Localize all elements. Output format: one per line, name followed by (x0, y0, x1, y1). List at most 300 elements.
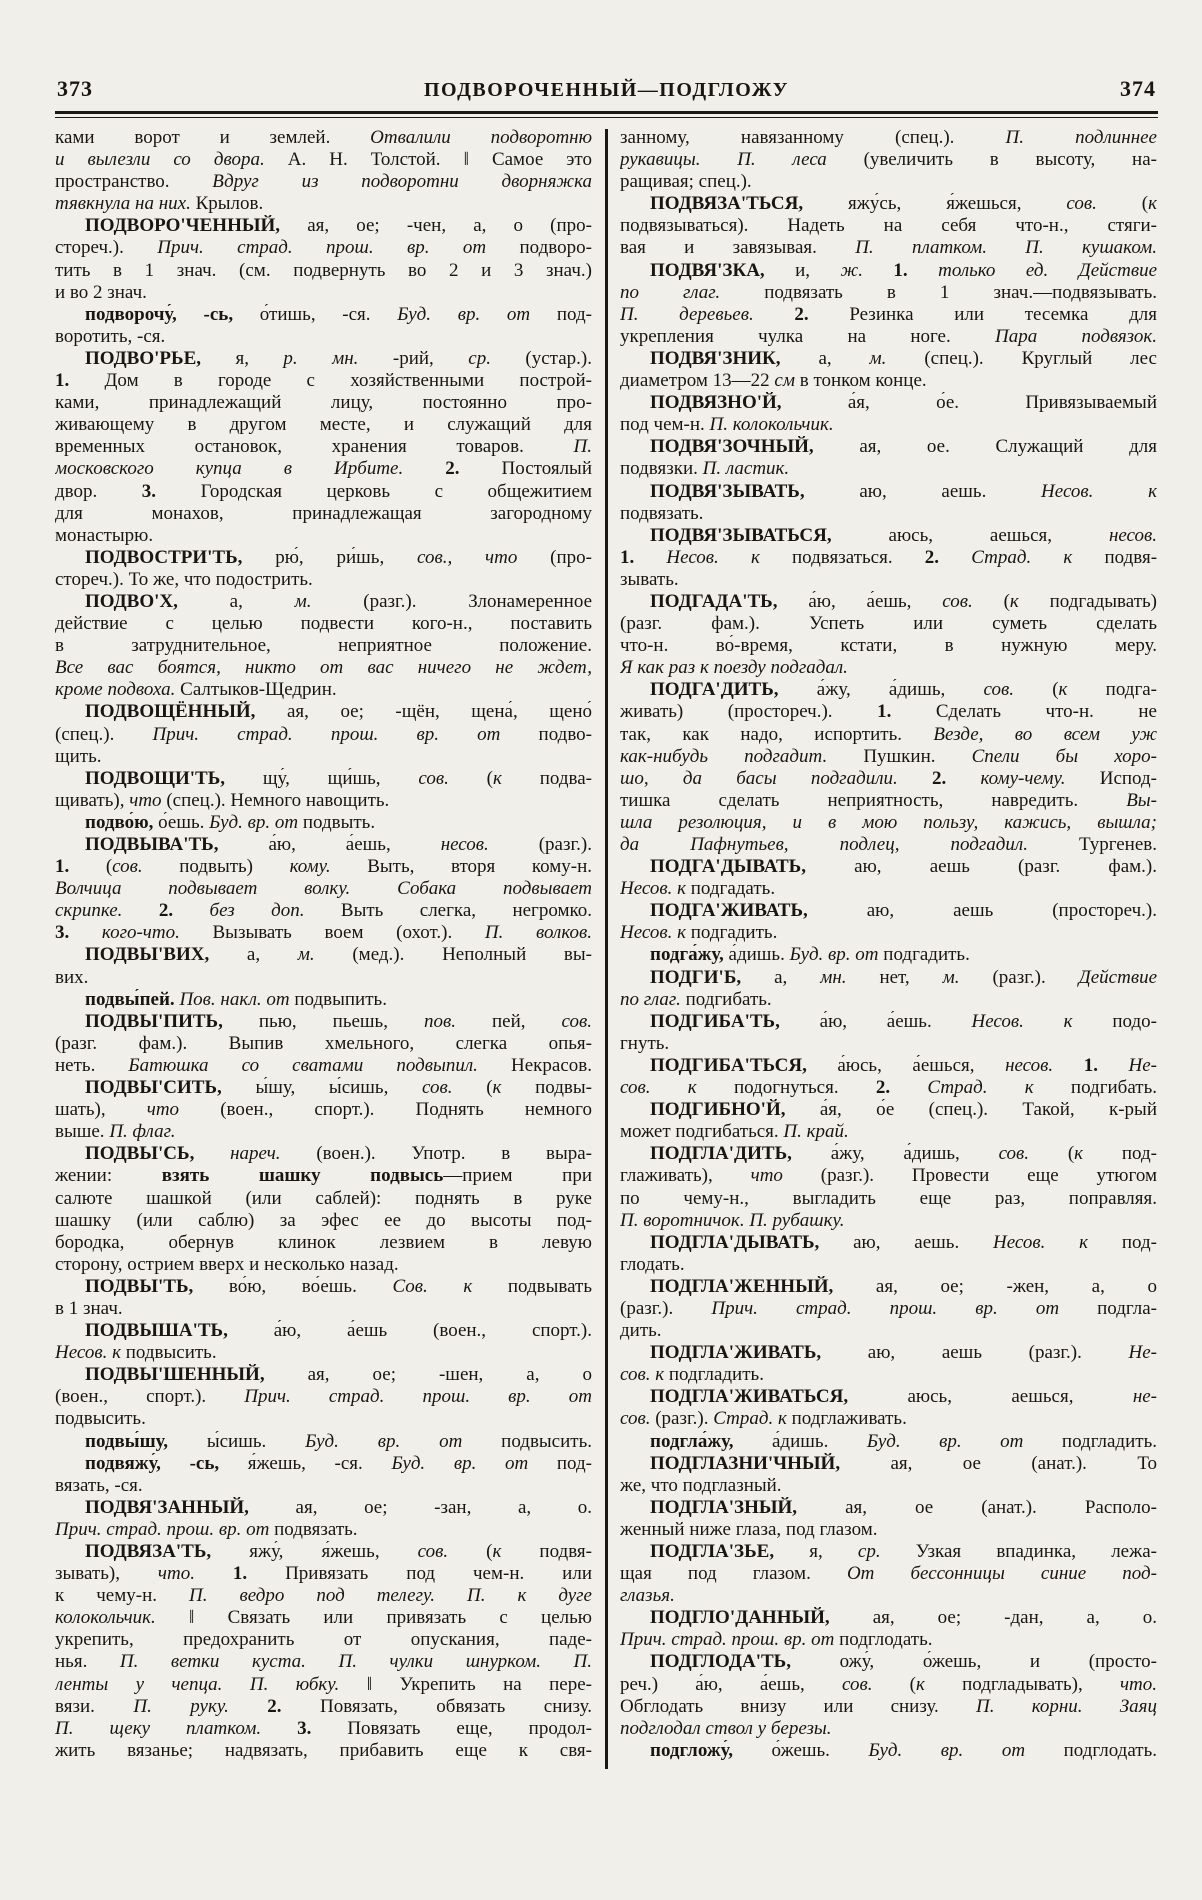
text-segment: я, (235, 347, 284, 369)
text-segment: ПОДВЫ'ТЬ, (85, 1275, 229, 1297)
text-segment: 1. (620, 546, 667, 568)
text-segment: Сделать что-н. не (935, 701, 1157, 723)
text-segment: (разг. фам.). Выпив хмельного, слегка опья- (55, 1032, 592, 1054)
text-segment: шо, да басы подгадили. (620, 767, 932, 789)
text-segment: ая, ое; -дан, а, о. (872, 1607, 1157, 1629)
text-segment: Крылов. (195, 193, 264, 215)
text-segment: П. край. (783, 1121, 849, 1143)
text-segment: 1. (1083, 1054, 1129, 1076)
text-line (620, 458, 1157, 480)
text-segment: ПОДВЫ'ВИХ, (85, 944, 247, 966)
text-line (620, 657, 1157, 679)
text-segment: несов. (1005, 1054, 1084, 1076)
text-line (620, 304, 1157, 326)
text-segment: скрипке. (55, 900, 159, 922)
text-segment: Несов. к (620, 922, 691, 944)
text-segment: подгложу́, (650, 1739, 772, 1761)
text-segment: глодать. (620, 1253, 685, 1275)
text-segment: ср. (857, 1541, 916, 1562)
text-segment: ая, ое; -шен, а, о (307, 1364, 592, 1386)
text-segment: подвя- (1104, 546, 1157, 568)
text-segment: шать), (55, 1099, 147, 1121)
text-line (55, 989, 592, 1011)
text-segment: шла резолюция, и в мою пользу, кажись, вышла; (620, 811, 1157, 833)
text-segment: кому-чему. (980, 767, 1100, 789)
text-segment: 2. (875, 1077, 928, 1099)
text-segment: сов. (422, 1077, 487, 1099)
text-segment: к (1009, 590, 1050, 612)
text-segment: аюсь, аешься, (907, 1386, 1133, 1408)
text-segment: жении: (55, 1165, 162, 1187)
text-line (55, 414, 592, 436)
text-segment: под- (556, 303, 592, 325)
text-line (620, 569, 1157, 591)
text-segment: (воен., спорт.). Поднять немного (220, 1099, 592, 1121)
text-segment: нья. (55, 1651, 120, 1673)
text-line (55, 1386, 592, 1408)
text-segment: под чем-н. (620, 414, 710, 436)
text-segment: подвыть) (179, 856, 290, 878)
text-line (55, 1740, 592, 1762)
text-line (55, 679, 592, 701)
text-segment: П. волков. (484, 922, 592, 944)
text-segment: о́жешь. (771, 1739, 869, 1761)
text-segment: подвысить. (55, 1408, 146, 1430)
text-line (620, 1563, 1157, 1585)
text-segment: ращивая; спец.). (620, 171, 752, 193)
text-segment: ожу́, о́жешь, и (просто- (839, 1651, 1157, 1673)
text-segment: а́дишь. (728, 944, 790, 966)
text-segment: к (492, 1541, 540, 1562)
text-segment: ( (486, 767, 493, 789)
text-segment: ПОДВЯ'ЗКА, (650, 259, 796, 281)
text-line (55, 1077, 592, 1099)
text-segment: Выть, вторя кому-н. (367, 856, 592, 878)
text-segment: сов., что (417, 546, 551, 568)
text-segment: м. (297, 944, 353, 966)
text-segment: а́ю, а́ешь. (819, 1010, 972, 1032)
text-line (55, 856, 592, 878)
text-line (620, 746, 1157, 768)
text-segment: занному, навязанному (спец.). (620, 127, 1006, 148)
text-segment: 2. (267, 1695, 320, 1717)
text-segment: подвы́пей. (85, 988, 180, 1010)
text-segment: да Пафнутьев, подлец, подгадил. (620, 834, 1080, 855)
text-segment: Несов. к (55, 1342, 126, 1364)
text-line (620, 701, 1157, 723)
text-segment: щу́, щи́шь, (262, 767, 419, 789)
text-segment: ками ворот и землей. (55, 127, 371, 148)
text-segment: по глаг. (620, 988, 686, 1010)
text-segment: тить в 1 знач. (см. подвернуть во 2 и 3 знач.) (55, 259, 592, 281)
text-segment: подвязать в 1 знач.—подвязывать. (764, 281, 1157, 303)
text-segment: в 1 знач. (55, 1297, 123, 1319)
text-segment: а́ю, а́ешь, (808, 590, 943, 612)
text-segment: Испод- (1099, 767, 1157, 789)
text-line (620, 1320, 1157, 1342)
text-segment: щая под глазом. (620, 1563, 847, 1585)
text-segment: подвязываться). Надеть на себя что-н., стяги- (620, 215, 1157, 237)
text-segment: П. щеку платком. (55, 1717, 298, 1739)
text-segment: ПОДВЫ'ШЕННЫЙ, (85, 1364, 308, 1386)
text-segment: подвы́шу, (85, 1430, 207, 1452)
text-line (620, 724, 1157, 746)
text-segment: ПОДГА'ДЫВАТЬ, (650, 856, 855, 878)
text-line (55, 834, 592, 856)
text-segment: в тонком конце. (799, 370, 927, 392)
text-line (620, 1519, 1157, 1541)
text-line (55, 1453, 592, 1475)
text-segment: а́ю, а́ешь, (268, 834, 441, 855)
text-segment: ПОДВОСТРИ'ТЬ, (85, 546, 276, 568)
text-segment: ПОДВЯЗНО'Й, (650, 392, 848, 414)
text-segment: живать) (простореч.). (620, 701, 878, 723)
text-line (55, 1585, 592, 1607)
text-line (55, 1674, 592, 1696)
text-line (55, 746, 592, 768)
text-line (620, 1364, 1157, 1386)
text-line (620, 326, 1157, 348)
text-segment: ленты у чепца. П. юбку. (55, 1673, 367, 1695)
text-segment: Вызывать воем (охот.). (212, 922, 485, 944)
text-segment: глазья. (620, 1585, 675, 1607)
text-line (55, 458, 592, 480)
text-segment: ПОДГЛА'ЗНЫЙ, (650, 1496, 846, 1518)
text-segment: без доп. (209, 900, 341, 922)
text-segment: (воен., спорт.). (55, 1386, 245, 1408)
text-segment: 3. (297, 1717, 348, 1739)
text-segment: (мед.). Неполный вы- (352, 944, 592, 966)
text-segment: Прич. страд. прош. вр. от (55, 1518, 275, 1540)
text-segment: подглодать. (1063, 1739, 1157, 1761)
text-line (55, 1099, 592, 1121)
text-segment: бородка, обернув клинок лезвием в левую (55, 1231, 592, 1253)
text-segment: П. флаг. (109, 1121, 176, 1143)
text-segment: диаметром 13—22 (620, 370, 775, 392)
text-segment: ПОДВО'РЬЕ, (85, 347, 236, 369)
text-segment: ая, ое; -щён, щена́, щено́ (286, 701, 592, 723)
text-segment: ПОДВЯ'ЗЫВАТЬСЯ, (650, 524, 889, 546)
text-segment: П. ветки куста. П. чулки шнурком. П. (119, 1651, 592, 1673)
text-segment: 1. (232, 1563, 286, 1585)
text-segment: к (493, 767, 540, 789)
text-segment: тявкнула на них. (55, 193, 196, 215)
text-segment: Обглодать внизу или снизу. (620, 1695, 977, 1717)
text-line (55, 1408, 592, 1430)
text-line (55, 260, 592, 282)
text-line (620, 1386, 1157, 1408)
text-segment: сов. (418, 767, 487, 789)
text-segment: подвысить. (501, 1430, 592, 1452)
text-segment: ПОДВЫ'СИТЬ, (85, 1077, 256, 1099)
text-segment: сов. (417, 1541, 487, 1562)
text-segment: ПОДВОЩИ'ТЬ, (85, 767, 263, 789)
text-line (620, 348, 1157, 370)
text-line (55, 591, 592, 613)
text-line (620, 547, 1157, 569)
text-segment: вязать, -ся. (55, 1474, 143, 1496)
text-segment: ПОДГЛА'ЗЬЕ, (650, 1541, 810, 1562)
text-line (620, 1651, 1157, 1673)
text-line (620, 768, 1157, 790)
text-segment: Буд. вр. от (789, 944, 884, 966)
text-segment: ПОДГЛАЗНИ'ЧНЫЙ, (650, 1452, 891, 1474)
text-segment: подвы- (535, 1077, 592, 1099)
text-segment: ая, ое; -жен, а, о (875, 1275, 1157, 1297)
text-segment: Прич. страд. прош. вр. от (620, 1629, 840, 1651)
text-segment: ПОДГЛА'ДИТЬ, (650, 1143, 831, 1165)
text-segment: зывать), (55, 1563, 158, 1585)
text-segment: подвя- (539, 1541, 592, 1562)
text-line (55, 1519, 592, 1541)
text-segment: ПОДГЛА'ДЫВАТЬ, (650, 1231, 854, 1253)
text-segment: для монахов, принадлежащая загородному (55, 502, 592, 524)
text-segment: Спели бы хоро- (971, 745, 1157, 767)
text-segment: ПОДГЛА'ЖИВАТЬСЯ, (650, 1386, 908, 1408)
text-line (55, 1143, 592, 1165)
text-segment: кому. (289, 856, 368, 878)
text-segment: Тургенев. (1079, 834, 1157, 855)
page-number-right: 374 (1120, 76, 1156, 101)
text-line (55, 1011, 592, 1033)
text-column-right (620, 127, 1157, 1762)
text-line (55, 392, 592, 414)
text-segment: ( (105, 856, 113, 878)
text-segment: жить вязанье; надвязать, прибавить еще к свя- (55, 1739, 592, 1761)
text-segment: ПОДВОРО'ЧЕННЫЙ, (85, 215, 308, 237)
text-segment: (разг.). (538, 834, 592, 855)
text-segment: А. Н. Толстой. ‖ Самое это (287, 149, 592, 171)
text-segment: аю, аешь (разг.). (867, 1342, 1129, 1364)
text-segment: подворочу́, -сь, (85, 303, 260, 325)
text-line (55, 525, 592, 547)
text-segment: (разг.). (620, 1297, 712, 1319)
text-segment: П. деревьев. (620, 303, 795, 325)
text-segment: стореч.). (55, 237, 158, 259)
text-segment: глаживать), (620, 1165, 751, 1187)
text-segment: московского купца в Ирбите. (55, 458, 446, 480)
text-line (55, 1629, 592, 1651)
text-segment: дить. (620, 1320, 662, 1342)
text-line (620, 414, 1157, 436)
text-line (55, 1254, 592, 1276)
text-segment: что. (1119, 1673, 1157, 1695)
text-line (55, 1541, 592, 1563)
text-segment: пространство. (55, 171, 213, 193)
text-segment: салюте шашкой (или саблей): поднять в руке (55, 1187, 592, 1209)
text-segment: Вдруг из подворотни дворняжка (212, 171, 592, 193)
text-segment: подогнуться. (733, 1077, 876, 1099)
text-segment: 2. (924, 546, 972, 568)
text-segment: подгибать. (1070, 1077, 1157, 1099)
text-segment: ая, ое. Служащий для (859, 436, 1157, 458)
text-segment: (воен.). Употр. в выра- (316, 1143, 592, 1165)
text-line (620, 1254, 1157, 1276)
text-segment: подво́ю, (85, 811, 159, 833)
text-segment: действие с целью подвести кого-н., поставить (55, 613, 592, 635)
text-line (620, 1629, 1157, 1651)
text-line (55, 1210, 592, 1232)
text-line (620, 812, 1157, 834)
text-line (620, 149, 1157, 171)
text-segment: подва- (539, 767, 592, 789)
text-segment: Повязать еще, продол- (347, 1717, 592, 1739)
text-segment: П. (573, 436, 592, 458)
text-line (620, 922, 1157, 944)
text-line (620, 1475, 1157, 1497)
text-segment: монастырю. (55, 524, 154, 546)
text-segment: гнуть. (620, 1032, 670, 1054)
text-segment: Прич. страд. прош. вр. от (152, 723, 539, 745)
text-segment: сов. (620, 1408, 656, 1430)
text-line (55, 878, 592, 900)
text-segment: сов. (983, 679, 1053, 701)
text-segment: ( (1141, 193, 1149, 215)
text-segment: к (492, 1077, 536, 1099)
text-line (620, 1408, 1157, 1430)
text-line (620, 1607, 1157, 1629)
text-line (620, 1188, 1157, 1210)
text-segment: П. колокольчик. (709, 414, 834, 436)
text-segment: воротить, -ся. (55, 325, 166, 347)
text-line (620, 127, 1157, 149)
text-segment: выше. (55, 1121, 110, 1143)
text-segment: ПОДВЯ'ЗНИК, (650, 347, 819, 369)
text-segment: же, что подглазный. (620, 1474, 782, 1496)
text-segment: аю, аешь (простореч.). (866, 900, 1157, 922)
text-line (55, 193, 592, 215)
page-number-left: 373 (57, 76, 93, 101)
text-line (620, 215, 1157, 237)
text-segment: ПОДВЫ'СЬ, (85, 1143, 231, 1165)
text-segment: От бессонницы синие под- (846, 1563, 1157, 1585)
text-segment: 2. (445, 458, 502, 480)
text-line (620, 193, 1157, 215)
text-segment: подгадать. (690, 878, 776, 900)
text-segment: ПОДГЛА'ЖЕННЫЙ, (650, 1275, 876, 1297)
text-segment: а́я, о́е. Привязываемый (847, 392, 1157, 414)
text-line (620, 503, 1157, 525)
text-segment: Повязать, обвязать снизу. (319, 1695, 592, 1717)
text-line (55, 724, 592, 746)
text-segment: Страд. к (971, 546, 1105, 568)
text-segment: (разг.). (992, 966, 1079, 988)
text-segment: во́ю, во́ешь. (228, 1275, 393, 1297)
text-segment: подгадить. (690, 922, 778, 944)
text-line (55, 370, 592, 392)
text-segment: под- (1121, 1143, 1157, 1165)
text-segment: сов. (112, 856, 180, 878)
text-line (55, 282, 592, 304)
text-segment: Прич. страд. прош. вр. от (711, 1297, 1098, 1319)
text-segment: колокольчик. (55, 1607, 190, 1629)
text-segment: так, как надо, испортить. (620, 723, 934, 745)
text-line (55, 1718, 592, 1740)
text-segment: подвыть. (302, 811, 376, 833)
text-segment: ПОДГИ'Б, (650, 966, 775, 988)
text-line (620, 1121, 1157, 1143)
text-line (55, 657, 592, 679)
text-segment: Несов. к (993, 1231, 1122, 1253)
text-segment: ПОДГАДА'ТЬ, (650, 590, 809, 612)
text-segment: тишка сделать неприятность, навредить. (620, 789, 1127, 811)
text-segment: ПОДГИБНО'Й, (650, 1099, 820, 1121)
text-segment: к чему-н. (55, 1585, 190, 1607)
text-segment: подвязать. (274, 1518, 358, 1540)
text-line (55, 436, 592, 458)
text-line (55, 635, 592, 657)
text-segment: 1. (55, 856, 106, 878)
text-line (620, 1342, 1157, 1364)
text-segment: Буд. вр. от (305, 1430, 502, 1452)
text-segment: Батюшка со сватами подвыпил. (128, 1054, 512, 1076)
text-line (620, 1011, 1157, 1033)
text-segment: в затруднительное, неприятное положение. (55, 635, 592, 657)
text-line (55, 547, 592, 569)
text-line (55, 812, 592, 834)
text-line (620, 944, 1157, 966)
text-segment: подга- (1105, 679, 1157, 701)
text-line (620, 989, 1157, 1011)
text-line (55, 1320, 592, 1342)
text-segment: 3. (141, 480, 201, 502)
text-segment: как-нибудь подгадит. (620, 745, 864, 767)
text-line (620, 635, 1157, 657)
text-segment: сторону, острием вверх и несколько назад. (55, 1253, 399, 1275)
text-segment: живающему в другом месте, и служащий для (55, 414, 592, 436)
text-line (55, 149, 592, 171)
text-line (620, 1585, 1157, 1607)
text-segment: а́жу, а́дишь, (830, 1143, 999, 1165)
text-segment: несов. (1108, 524, 1157, 546)
text-segment: ПОДГИБА'ТЬСЯ, (650, 1054, 838, 1076)
text-line (55, 127, 592, 149)
text-segment: сов. (1066, 193, 1142, 215)
text-segment: женный ниже глаза, под глазом. (620, 1518, 878, 1540)
text-segment: подгладывать), (962, 1673, 1120, 1695)
text-column-left (55, 127, 592, 1762)
text-segment: а́я, о́е (спец.). Такой, к-рый (819, 1099, 1157, 1121)
text-segment: мн. (820, 966, 880, 988)
text-segment: щить. (55, 745, 102, 767)
running-head-title: ПОДВОРОЧЕННЫЙ—ПОДГЛОЖУ (424, 79, 789, 101)
text-segment: ая, ое; -чен, а, о (про- (307, 215, 592, 237)
text-segment: что (129, 789, 167, 811)
text-segment: Городская церковь с общежитием (200, 480, 592, 502)
text-segment: к (1058, 679, 1106, 701)
text-segment: ПОДВЯ'ЗЫВАТЬ, (650, 480, 860, 502)
text-line (55, 1431, 592, 1453)
text-line (55, 1364, 592, 1386)
text-line (55, 1232, 592, 1254)
text-segment: Отвалили подворотню (370, 127, 592, 148)
text-segment: под- (1121, 1231, 1157, 1253)
text-segment: Буд. вр. от (391, 1452, 557, 1474)
text-segment: яжу́, я́жешь, (249, 1541, 418, 1562)
text-line (620, 1055, 1157, 1077)
text-line (620, 1541, 1157, 1563)
text-segment: (разг. фам.). Успеть или суметь сделать (620, 613, 1157, 635)
text-segment: сов. (561, 1010, 592, 1032)
text-segment: подгладить. (668, 1364, 764, 1386)
text-segment: ками, принадлежащий лицу, постоянно про- (55, 392, 592, 414)
text-segment: Постоялый (501, 458, 592, 480)
text-segment: ПОДГА'ДИТЬ, (650, 679, 817, 701)
text-line (620, 1099, 1157, 1121)
text-segment: (спец.). Круглый лес (924, 347, 1157, 369)
text-segment: 3. (55, 922, 102, 944)
text-segment: Прич. страд. прош. вр. от (157, 237, 520, 259)
